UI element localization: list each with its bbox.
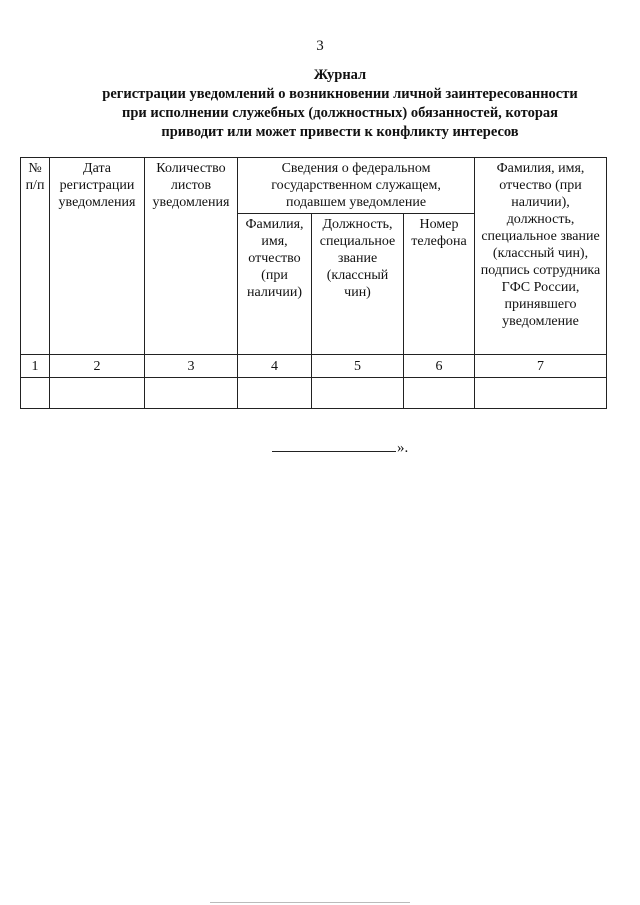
- title-line-2: регистрации уведомлений о возникновении личной заинтересованности: [102, 86, 578, 102]
- column-number: 1: [21, 355, 50, 378]
- header-receiver: Фамилия, имя, отчество (при наличии), должность, специальное звание (классный чин), подпись сотрудника ГФС России, принявшего уведомление: [475, 158, 607, 355]
- empty-cell: [312, 378, 404, 409]
- empty-cell: [50, 378, 145, 409]
- column-numbers-row: [21, 355, 607, 378]
- page-number: 3: [316, 38, 324, 54]
- header-sheet-count: Количество листов уведомления: [145, 158, 238, 355]
- column-number: 2: [50, 355, 145, 378]
- header-employee-name: Фамилия, имя, отчество (при наличии): [238, 214, 312, 355]
- empty-cell: [21, 378, 50, 409]
- title-line-4: приводит или может привести к конфликту интересов: [161, 124, 519, 140]
- document-title: [60, 66, 620, 142]
- column-number: 3: [145, 355, 238, 378]
- title-line-3: при исполнении служебных (должностных) обязанностей, которая: [122, 105, 558, 121]
- scan-edge-line: [210, 902, 410, 903]
- header-employee-phone: Номер телефона: [404, 214, 475, 355]
- column-number: 5: [312, 355, 404, 378]
- column-number: 4: [238, 355, 312, 378]
- empty-entry-row: [21, 378, 607, 409]
- empty-cell: [404, 378, 475, 409]
- closing-mark: [272, 437, 408, 457]
- closing-underline: [272, 437, 396, 452]
- header-registration-date: Дата регистрации уведомления: [50, 158, 145, 355]
- empty-cell: [145, 378, 238, 409]
- header-row-1: [21, 158, 607, 214]
- title-line-1: Журнал: [313, 67, 367, 83]
- column-number: 6: [404, 355, 475, 378]
- header-employee-position: Должность, специальное звание (классный чин): [312, 214, 404, 355]
- journal-table: [20, 157, 607, 409]
- header-number: № п/п: [21, 158, 50, 355]
- empty-cell: [475, 378, 607, 409]
- closing-quote: ».: [397, 440, 409, 456]
- column-number: 7: [475, 355, 607, 378]
- empty-cell: [238, 378, 312, 409]
- header-employee-info: Сведения о федеральном государственном служащем, подавшем уведомление: [238, 158, 475, 214]
